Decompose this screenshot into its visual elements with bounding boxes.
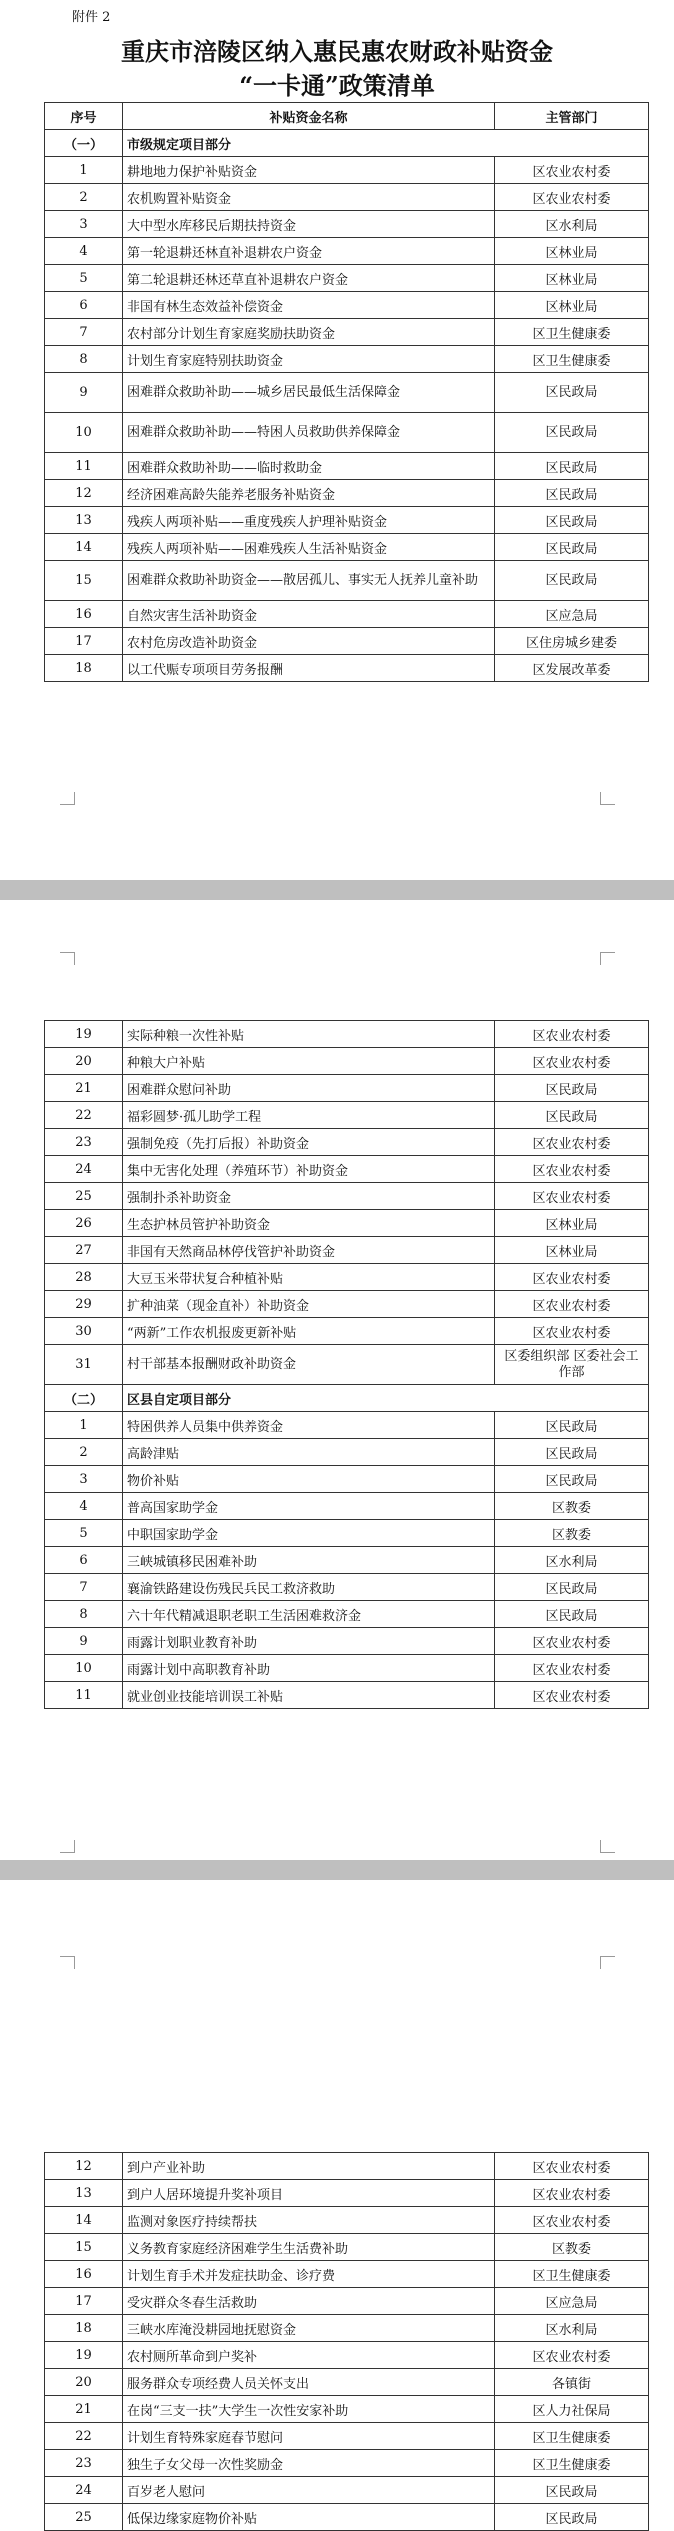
subsidy-name: 困难群众救助补助——城乡居民最低生活保障金: [123, 373, 495, 413]
row-number: 7: [45, 319, 123, 346]
row-number: 7: [45, 1574, 123, 1601]
subsidy-name: 种粮大户补贴: [123, 1048, 495, 1075]
section-no: （一）: [45, 130, 123, 157]
department: 区民政局: [495, 1574, 649, 1601]
department: 区卫生健康委: [495, 2261, 649, 2288]
department: 区农业农村委: [495, 1129, 649, 1156]
department: 区住房城乡建委: [495, 628, 649, 655]
department: 区卫生健康委: [495, 346, 649, 373]
row-number: 13: [45, 2180, 123, 2207]
document-page-1: [0, 0, 674, 880]
table-row: [45, 1493, 649, 1520]
table-row: [45, 1075, 649, 1102]
subsidy-name: 六十年代精减退职老职工生活困难救济金: [123, 1601, 495, 1628]
row-number: 11: [45, 1682, 123, 1709]
department: 区农业农村委: [495, 2342, 649, 2369]
document-page-2: [0, 900, 674, 1860]
crop-mark: [600, 1956, 615, 1969]
table-row: [45, 561, 649, 601]
subsidy-name: 强制扑杀补助资金: [123, 1183, 495, 1210]
table-row: [45, 2234, 649, 2261]
row-number: 9: [45, 373, 123, 413]
subsidy-name: 中职国家助学金: [123, 1520, 495, 1547]
department: 区农业农村委: [495, 1655, 649, 1682]
row-number: 14: [45, 534, 123, 561]
row-number: 17: [45, 628, 123, 655]
table-row: [45, 2450, 649, 2477]
row-number: 26: [45, 1210, 123, 1237]
department: 区民政局: [495, 561, 649, 601]
policy-table-page-1: [44, 102, 649, 682]
row-number: 20: [45, 1048, 123, 1075]
table-row: [45, 238, 649, 265]
department: 区农业农村委: [495, 1318, 649, 1345]
annex-label: 附件 2: [72, 10, 111, 25]
table-row: [45, 655, 649, 682]
department: 区农业农村委: [495, 1156, 649, 1183]
department: 区卫生健康委: [495, 2423, 649, 2450]
subsidy-name: 农村部分计划生育家庭奖励扶助资金: [123, 319, 495, 346]
row-number: 12: [45, 2153, 123, 2180]
row-number: 1: [45, 1412, 123, 1439]
subsidy-name: 农村危房改造补助资金: [123, 628, 495, 655]
table-row: [45, 2207, 649, 2234]
table-row: [45, 157, 649, 184]
row-number: 13: [45, 507, 123, 534]
subsidy-name: 困难群众救助补助——临时救助金: [123, 453, 495, 480]
table-row: [45, 1628, 649, 1655]
row-number: 25: [45, 2504, 123, 2531]
department: 各镇街: [495, 2369, 649, 2396]
table-row: [45, 1520, 649, 1547]
row-number: 3: [45, 1466, 123, 1493]
subsidy-name: 独生子女父母一次性奖励金: [123, 2450, 495, 2477]
section-title: 市级规定项目部分: [123, 130, 649, 157]
table-row: [45, 1183, 649, 1210]
section-row-2: [45, 1385, 649, 1412]
department: 区水利局: [495, 211, 649, 238]
row-number: 28: [45, 1264, 123, 1291]
table-row: [45, 413, 649, 453]
subsidy-name: 非国有天然商品林停伐管护补助资金: [123, 1237, 495, 1264]
table-row: [45, 1601, 649, 1628]
subsidy-name: 第二轮退耕还林还草直补退耕农户资金: [123, 265, 495, 292]
section-row-1: [45, 130, 649, 157]
table-row: [45, 265, 649, 292]
table-row: [45, 1264, 649, 1291]
table-row: [45, 2504, 649, 2531]
department: 区农业农村委: [495, 1264, 649, 1291]
table-row: [45, 1291, 649, 1318]
row-number: 18: [45, 655, 123, 682]
department: 区农业农村委: [495, 2180, 649, 2207]
subsidy-name: 在岗“三支一扶”大学生一次性安家补助: [123, 2396, 495, 2423]
crop-mark: [60, 1840, 75, 1853]
row-number: 8: [45, 1601, 123, 1628]
subsidy-name: 农机购置补贴资金: [123, 184, 495, 211]
subsidy-name: 非国有林生态效益补偿资金: [123, 292, 495, 319]
table-row: [45, 2153, 649, 2180]
header-no: 序号: [45, 103, 123, 130]
department: 区发展改革委: [495, 655, 649, 682]
table-row: [45, 184, 649, 211]
row-number: 2: [45, 1439, 123, 1466]
department: 区民政局: [495, 373, 649, 413]
table-row: [45, 480, 649, 507]
row-number: 14: [45, 2207, 123, 2234]
crop-mark: [60, 1956, 75, 1969]
row-number: 23: [45, 1129, 123, 1156]
department: 区卫生健康委: [495, 2450, 649, 2477]
subsidy-name: 计划生育特殊家庭春节慰问: [123, 2423, 495, 2450]
subsidy-name: 物价补贴: [123, 1466, 495, 1493]
row-number: 23: [45, 2450, 123, 2477]
row-number: 2: [45, 184, 123, 211]
row-number: 16: [45, 2261, 123, 2288]
table-row: [45, 2342, 649, 2369]
table-row: [45, 1048, 649, 1075]
subsidy-name: 服务群众专项经费人员关怀支出: [123, 2369, 495, 2396]
department: 区农业农村委: [495, 157, 649, 184]
table-row: [45, 1574, 649, 1601]
subsidy-name: 集中无害化处理（养殖环节）补助资金: [123, 1156, 495, 1183]
table-row: [45, 1021, 649, 1048]
crop-mark: [600, 1840, 615, 1853]
subsidy-name: 大豆玉米带状复合种植补贴: [123, 1264, 495, 1291]
table-row: [45, 1237, 649, 1264]
row-number: 10: [45, 1655, 123, 1682]
subsidy-name: 低保边缘家庭物价补贴: [123, 2504, 495, 2531]
table-row: [45, 1466, 649, 1493]
table-row: [45, 2261, 649, 2288]
subsidy-name: 自然灾害生活补助资金: [123, 601, 495, 628]
subsidy-name: 经济困难高龄失能养老服务补贴资金: [123, 480, 495, 507]
department: 区民政局: [495, 1102, 649, 1129]
subsidy-name: 雨露计划中高职教育补助: [123, 1655, 495, 1682]
department: 区应急局: [495, 601, 649, 628]
table-row: [45, 1682, 649, 1709]
department: 区水利局: [495, 1547, 649, 1574]
table-body-page-1: [45, 130, 649, 682]
row-number: 29: [45, 1291, 123, 1318]
department: 区农业农村委: [495, 2153, 649, 2180]
row-number: 19: [45, 1021, 123, 1048]
table-row: [45, 292, 649, 319]
table-row: [45, 2396, 649, 2423]
row-number: 12: [45, 480, 123, 507]
table-row: [45, 346, 649, 373]
table-row: [45, 373, 649, 413]
row-number: 21: [45, 2396, 123, 2423]
department: 区民政局: [495, 1439, 649, 1466]
subsidy-name: 强制免疫（先打后报）补助资金: [123, 1129, 495, 1156]
department: 区农业农村委: [495, 1291, 649, 1318]
subsidy-name: 残疾人两项补贴——重度残疾人护理补贴资金: [123, 507, 495, 534]
department: 区委组织部 区委社会工作部: [495, 1345, 649, 1385]
table-row: [45, 1345, 649, 1385]
table-row: [45, 319, 649, 346]
row-number: 15: [45, 561, 123, 601]
document-title-line-1: 重庆市涪陵区纳入惠民惠农财政补贴资金: [121, 37, 553, 66]
subsidy-name: 实际种粮一次性补贴: [123, 1021, 495, 1048]
department: 区林业局: [495, 292, 649, 319]
crop-mark: [60, 952, 75, 965]
department: 区林业局: [495, 265, 649, 292]
table-row: [45, 1102, 649, 1129]
document-page-3: [0, 1880, 674, 2531]
subsidy-name: 三峡城镇移民困难补助: [123, 1547, 495, 1574]
section-no: （二）: [45, 1385, 123, 1412]
table-row: [45, 1318, 649, 1345]
table-row: [45, 2180, 649, 2207]
table-row: [45, 1129, 649, 1156]
row-number: 27: [45, 1237, 123, 1264]
subsidy-name: 雨露计划职业教育补助: [123, 1628, 495, 1655]
table-row: [45, 2288, 649, 2315]
table-body-page-2: [45, 1021, 649, 1709]
row-number: 31: [45, 1345, 123, 1385]
table-row: [45, 1439, 649, 1466]
row-number: 10: [45, 413, 123, 453]
subsidy-name: 困难群众慰问补助: [123, 1075, 495, 1102]
subsidy-name: 到户产业补助: [123, 2153, 495, 2180]
department: 区林业局: [495, 1210, 649, 1237]
table-row: [45, 2315, 649, 2342]
row-number: 25: [45, 1183, 123, 1210]
row-number: 5: [45, 265, 123, 292]
row-number: 11: [45, 453, 123, 480]
row-number: 30: [45, 1318, 123, 1345]
crop-mark: [60, 792, 75, 805]
subsidy-name: 耕地地力保护补贴资金: [123, 157, 495, 184]
department: 区人力社保局: [495, 2396, 649, 2423]
table-header-row: [45, 103, 649, 130]
subsidy-name: 普高国家助学金: [123, 1493, 495, 1520]
subsidy-name: 监测对象医疗持续帮扶: [123, 2207, 495, 2234]
document-title-line-2: “一卡通”政策清单: [239, 71, 435, 100]
table-row: [45, 601, 649, 628]
department: 区教委: [495, 1520, 649, 1547]
table-row: [45, 1655, 649, 1682]
department: 区农业农村委: [495, 1048, 649, 1075]
department: 区教委: [495, 1493, 649, 1520]
row-number: 4: [45, 238, 123, 265]
row-number: 19: [45, 2342, 123, 2369]
subsidy-name: 特困供养人员集中供养资金: [123, 1412, 495, 1439]
table-row: [45, 453, 649, 480]
table-row: [45, 1412, 649, 1439]
department: 区林业局: [495, 238, 649, 265]
row-number: 17: [45, 2288, 123, 2315]
department: 区应急局: [495, 2288, 649, 2315]
row-number: 20: [45, 2369, 123, 2396]
department: 区民政局: [495, 1601, 649, 1628]
subsidy-name: 百岁老人慰问: [123, 2477, 495, 2504]
table-row: [45, 534, 649, 561]
subsidy-name: 到户人居环境提升奖补项目: [123, 2180, 495, 2207]
subsidy-name: 第一轮退耕还林直补退耕农户资金: [123, 238, 495, 265]
department: 区农业农村委: [495, 184, 649, 211]
row-number: 24: [45, 1156, 123, 1183]
department: 区农业农村委: [495, 1183, 649, 1210]
subsidy-name: 计划生育家庭特别扶助资金: [123, 346, 495, 373]
row-number: 22: [45, 1102, 123, 1129]
row-number: 24: [45, 2477, 123, 2504]
row-number: 6: [45, 1547, 123, 1574]
page-gap: [0, 880, 674, 900]
department: 区农业农村委: [495, 1021, 649, 1048]
subsidy-name: 大中型水库移民后期扶持资金: [123, 211, 495, 238]
department: 区农业农村委: [495, 2207, 649, 2234]
subsidy-name: 福彩圆梦·孤儿助学工程: [123, 1102, 495, 1129]
subsidy-name: 义务教育家庭经济困难学生生活费补助: [123, 2234, 495, 2261]
department: 区林业局: [495, 1237, 649, 1264]
crop-mark: [600, 792, 615, 805]
table-row: [45, 1156, 649, 1183]
row-number: 1: [45, 157, 123, 184]
department: 区民政局: [495, 2504, 649, 2531]
subsidy-name: 以工代赈专项项目劳务报酬: [123, 655, 495, 682]
subsidy-name: 襄渝铁路建设伤残民兵民工救济救助: [123, 1574, 495, 1601]
page-gap: [0, 1860, 674, 1880]
table-body-page-3: [45, 2153, 649, 2531]
row-number: 4: [45, 1493, 123, 1520]
department: 区卫生健康委: [495, 319, 649, 346]
subsidy-name: 计划生育手术并发症扶助金、诊疗费: [123, 2261, 495, 2288]
department: 区民政局: [495, 1466, 649, 1493]
subsidy-name: 困难群众救助补助——特困人员救助供养保障金: [123, 413, 495, 453]
row-number: 6: [45, 292, 123, 319]
department: 区民政局: [495, 453, 649, 480]
table-row: [45, 507, 649, 534]
department: 区水利局: [495, 2315, 649, 2342]
header-dept: 主管部门: [495, 103, 649, 130]
header-name: 补贴资金名称: [123, 103, 495, 130]
department: 区民政局: [495, 2477, 649, 2504]
subsidy-name: 高龄津贴: [123, 1439, 495, 1466]
row-number: 22: [45, 2423, 123, 2450]
department: 区农业农村委: [495, 1682, 649, 1709]
table-row: [45, 628, 649, 655]
subsidy-name: 三峡水库淹没耕园地抚慰资金: [123, 2315, 495, 2342]
row-number: 3: [45, 211, 123, 238]
row-number: 9: [45, 1628, 123, 1655]
row-number: 21: [45, 1075, 123, 1102]
subsidy-name: 村干部基本报酬财政补助资金: [123, 1345, 495, 1385]
department: 区民政局: [495, 1075, 649, 1102]
department: 区民政局: [495, 480, 649, 507]
department: 区民政局: [495, 1412, 649, 1439]
table-row: [45, 1547, 649, 1574]
subsidy-name: “两新”工作农机报废更新补贴: [123, 1318, 495, 1345]
row-number: 8: [45, 346, 123, 373]
table-row: [45, 211, 649, 238]
table-row: [45, 2423, 649, 2450]
row-number: 15: [45, 2234, 123, 2261]
department: 区民政局: [495, 507, 649, 534]
subsidy-name: 生态护林员管护补助资金: [123, 1210, 495, 1237]
department: 区民政局: [495, 413, 649, 453]
subsidy-name: 扩种油菜（现金直补）补助资金: [123, 1291, 495, 1318]
crop-mark: [600, 952, 615, 965]
subsidy-name: 受灾群众冬春生活救助: [123, 2288, 495, 2315]
department: 区农业农村委: [495, 1628, 649, 1655]
policy-table-page-3: [44, 2152, 649, 2531]
table-row: [45, 2369, 649, 2396]
row-number: 5: [45, 1520, 123, 1547]
policy-table-page-2: [44, 1020, 649, 1709]
row-number: 18: [45, 2315, 123, 2342]
subsidy-name: 农村厕所革命到户奖补: [123, 2342, 495, 2369]
table-row: [45, 2477, 649, 2504]
table-row: [45, 1210, 649, 1237]
department: 区教委: [495, 2234, 649, 2261]
subsidy-name: 就业创业技能培训误工补贴: [123, 1682, 495, 1709]
subsidy-name: 困难群众救助补助资金——散居孤儿、事实无人抚养儿童补助: [123, 561, 495, 601]
section-title: 区县自定项目部分: [123, 1385, 649, 1412]
subsidy-name: 残疾人两项补贴——困难残疾人生活补贴资金: [123, 534, 495, 561]
row-number: 16: [45, 601, 123, 628]
department: 区民政局: [495, 534, 649, 561]
